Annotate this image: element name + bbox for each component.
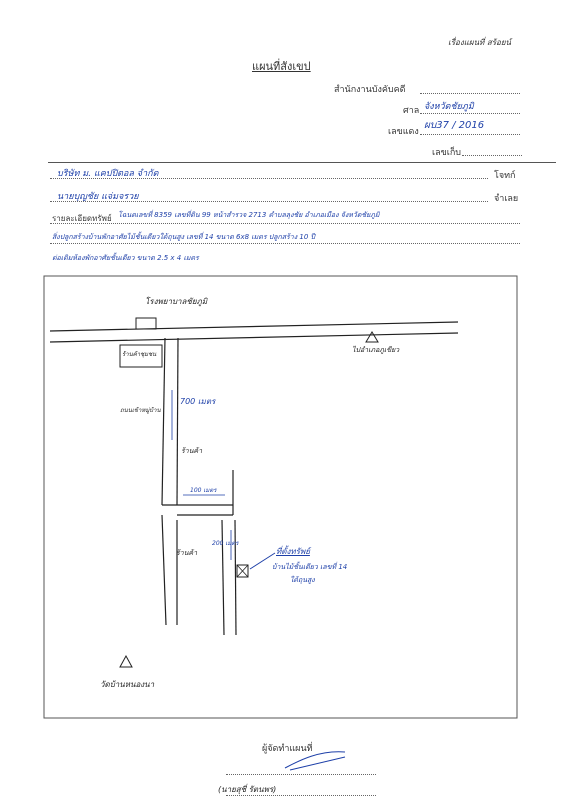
location-line-3: ต่อเติมห้องพักอาศัยชั้นเดียว ขนาด 2.5 x 4 เมตร bbox=[52, 254, 199, 262]
plaintiff-label: โจทก์ bbox=[494, 171, 516, 181]
map-label-south-marker: วัดบ้านหนองนา bbox=[100, 680, 155, 689]
map-label-shop-small: ร้านค้า bbox=[181, 447, 203, 455]
document-title: แผนที่สังเขป bbox=[252, 60, 311, 73]
location-line-1: โฉนดเลขที่ 8359 เลขที่ดิน 99 หน้าสำรวจ 2713 ตำบลลุงชัย อำเภอเมือง จังหวัดชัยภูมิ bbox=[118, 211, 380, 219]
map-label-north-marker: ไปอำเภอภูเขียว bbox=[352, 346, 400, 354]
defendant-label: จำเลย bbox=[494, 194, 519, 204]
court-label: ศาล bbox=[403, 106, 420, 116]
case-label: เลขแดง bbox=[388, 127, 419, 137]
plaintiff-value: บริษัท ม. แคปปิตอล จำกัด bbox=[57, 169, 159, 179]
signer-name-line bbox=[226, 795, 376, 796]
map-label-shop-left: ถนนเข้าหมู่บ้าน bbox=[120, 407, 161, 414]
location-label: รายละเอียดทรัพย์ bbox=[52, 214, 112, 223]
location-line-2: สิ่งปลูกสร้างบ้านพักอาศัยไม้ชั้นเดียวใต้ถุนสูง เลขที่ 14 ขนาด 6x8 เมตร ปลูกสร้าง 10 ปี bbox=[52, 233, 315, 241]
map-label-target-title: ที่ตั้งทรัพย์ bbox=[276, 547, 310, 556]
signer-label: ผู้จัดทำแผนที่ bbox=[262, 744, 313, 754]
top-right-note: เรื่องแผนที่ สร้อยน์ bbox=[448, 38, 512, 47]
defendant-value: นายบุญชัย แจ่มจรวย bbox=[57, 192, 139, 202]
signature-line bbox=[226, 774, 376, 775]
map-label-market: ร้านค้าชุมชน bbox=[122, 351, 157, 358]
map-label-target-desc2: ใต้ถุนสูง bbox=[290, 576, 315, 584]
map-label-hospital: โรงพยาบาลชัยภูมิ bbox=[145, 297, 208, 306]
map-label-distance-200: 200 เมตร bbox=[212, 540, 239, 547]
court-value: จังหวัดชัยภูมิ bbox=[424, 102, 474, 112]
signer-name: (นายสุชี่ รัตนพร) bbox=[218, 785, 277, 794]
map-label-distance-700: 700 เมตร bbox=[180, 397, 216, 406]
map-label-shop-right: ร้านค้า bbox=[176, 549, 198, 557]
case-value: ผบ37 / 2016 bbox=[424, 120, 485, 131]
map-label-target-desc: บ้านไม้ชั้นเดียว เลขที่ 14 bbox=[272, 563, 348, 571]
office-label: สำนักงานบังคับคดี bbox=[334, 85, 406, 95]
map-label-distance-100: 100 เมตร bbox=[190, 487, 217, 494]
receipt-label: เลขเก็บ bbox=[432, 148, 461, 158]
